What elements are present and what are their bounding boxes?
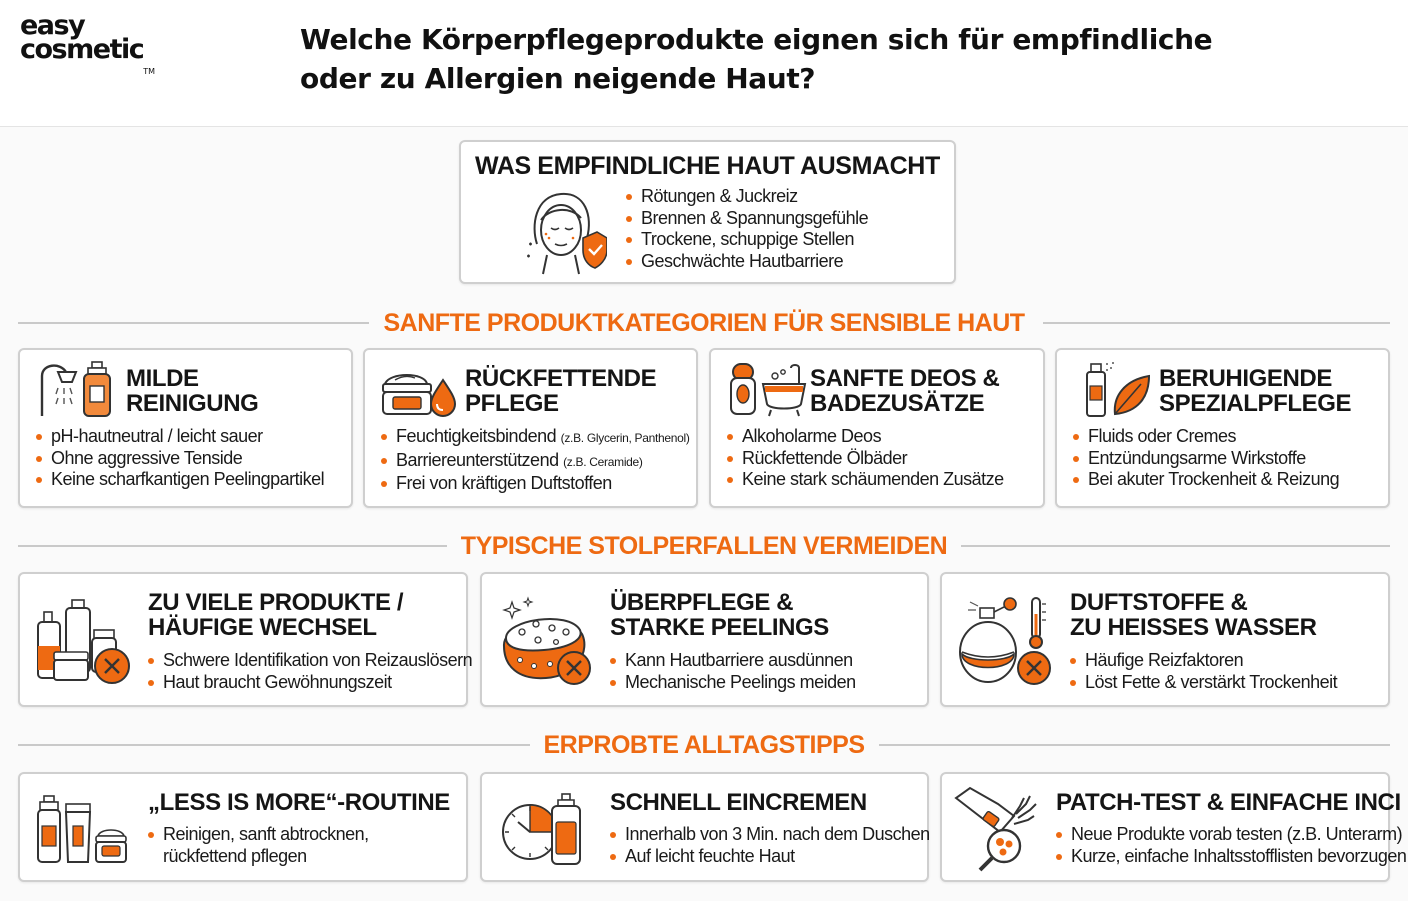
pitfall-card-title [610, 590, 829, 640]
section-pitfalls-text: TYPISCHE STOLPERFALLEN VERMEIDEN [447, 532, 961, 560]
trademark-mark: TM [143, 67, 156, 76]
pitfall-card-overcare-peelings [480, 572, 929, 707]
list-item [727, 426, 1004, 448]
list-item-text: Alkoholarme Deos [742, 426, 882, 446]
title-line: MILDE [126, 365, 199, 392]
list-item [148, 824, 369, 867]
list-item-text: Entzündungsarme Wirkstoffe [1088, 447, 1306, 468]
list-item: Brennen & Spannungsgefühle [626, 208, 868, 230]
category-card-title [126, 366, 258, 416]
list-item-text: Reinigen, sanft abtrocknen, [163, 824, 369, 844]
pitfall-card-fragrance-hot-water [940, 572, 1390, 707]
brand-logo-line1: easy [20, 10, 85, 41]
category-card-title [810, 366, 999, 416]
list-item: Schwere Identifikation von Reizauslösern [148, 650, 472, 672]
list-item-text: Fluids oder Cremes [1088, 426, 1237, 446]
face-with-shield-check-icon [523, 186, 607, 276]
list-item-note: (z.B. Ceramide) [563, 454, 643, 469]
pitfall-card-title [148, 590, 403, 640]
list-item [381, 450, 690, 474]
title-line: STARKE PEELINGS [610, 614, 829, 641]
list-item-text: Keine stark schäumenden Zusätze [742, 469, 1004, 489]
list-item: Geschwächte Hautbarriere [626, 251, 868, 273]
list-item: Rötungen & Juckreiz [626, 186, 868, 208]
scrub-sponge-crossed-icon [498, 594, 598, 688]
list-item [727, 448, 1004, 470]
list-item [1073, 448, 1339, 470]
list-item: Kann Hautbarriere ausdünnen [610, 650, 856, 672]
list-item: Haut braucht Gewöhnungszeit [148, 672, 472, 694]
list-item [36, 469, 324, 491]
title-line: ZU VIELE PRODUKTE / [148, 589, 404, 616]
category-card-title [465, 366, 656, 416]
list-item-text: Keine scharfkantigen Peelingpartikel [51, 469, 325, 489]
category-card-moisturizing-care [363, 348, 698, 508]
arm-patch-test-magnifier-icon [954, 784, 1046, 872]
page-title [300, 20, 1212, 98]
intro-list [626, 186, 868, 272]
section-tips-text: ERPROBTE ALLTAGSTIPPS [530, 731, 879, 759]
tip-card-title: PATCH-TEST & EINFACHE INCI [1056, 789, 1401, 816]
spray-bottle-and-leaf-icon [1085, 360, 1153, 418]
tip-card-patch-test [940, 772, 1407, 882]
intro-card [459, 140, 956, 284]
list-item [1073, 426, 1339, 448]
list-item-text: rückfettend pflegen [163, 845, 307, 866]
section-tips-heading [18, 730, 1390, 760]
page-title-line1: Welche Körperpflegeprodukte eignen sich für empfindliche [300, 23, 1213, 56]
list-item [381, 426, 690, 450]
brand-logo-line2 [20, 34, 156, 76]
pitfall-card-list [148, 650, 472, 693]
list-item [610, 824, 930, 846]
brand-logo-word: cosmetic [20, 34, 144, 65]
category-card-list [381, 426, 690, 495]
list-item-text: Auf leicht feuchte Haut [625, 845, 795, 866]
section-pitfalls-heading [18, 531, 1390, 561]
list-item [1056, 824, 1406, 846]
title-line: HÄUFIGE WECHSEL [148, 614, 377, 641]
list-item-text: Neue Produkte vorab testen (z.B. Unterarm) [1071, 824, 1403, 844]
list-item-text: Feuchtigkeitsbindend [396, 426, 557, 446]
category-card-gentle-deos [709, 348, 1045, 508]
list-item-text: Barriereunterstützend [396, 449, 559, 470]
section-categories-heading [18, 308, 1390, 338]
title-line: DUFTSTOFFE & [1070, 589, 1248, 616]
section-tips-label [18, 730, 1390, 760]
pitfall-card-title [1070, 590, 1317, 640]
list-item-text: Rückfettende Ölbäder [742, 447, 908, 468]
tip-card-list [1056, 824, 1406, 867]
pitfall-card-too-many-products [18, 572, 473, 707]
tip-card-less-is-more [18, 772, 468, 882]
list-item [610, 846, 930, 868]
roll-on-deo-and-bathtub-icon [729, 360, 807, 418]
list-item: Löst Fette & verstärkt Trockenheit [1070, 672, 1337, 694]
list-item-note: (z.B. Glycerin, Panthenol) [560, 431, 690, 445]
title-line: BERUHIGENDE [1159, 365, 1332, 392]
list-item-text: Ohne aggressive Tenside [51, 447, 243, 468]
perfume-and-thermometer-crossed-icon [956, 594, 1056, 688]
many-products-crossed-icon [34, 594, 134, 688]
title-line: SPEZIALPFLEGE [1159, 390, 1352, 417]
pitfall-card-list [1070, 650, 1337, 693]
intro-card-title: WAS EMPFINDLICHE HAUT AUSMACHT [475, 152, 940, 180]
list-item-text: Bei akuter Trockenheit & Reizung [1088, 469, 1340, 489]
list-item-text: pH-hautneutral / leicht sauer [51, 426, 263, 446]
list-item [381, 473, 690, 495]
page-title-line2: oder zu Allergien neigende Haut? [300, 62, 816, 95]
list-item-text: Kurze, einfache Inhaltsstofflisten bevorzugen [1071, 845, 1407, 866]
brand-logo [20, 10, 156, 76]
title-line: BADEZUSÄTZE [810, 390, 985, 417]
title-line: ZU HEISSES WASSER [1070, 614, 1317, 641]
shower-and-soap-bottle-icon [36, 360, 116, 418]
list-item [727, 469, 1004, 491]
list-item: Mechanische Peelings meiden [610, 672, 856, 694]
cream-jar-and-drop-icon [381, 366, 457, 418]
list-item-text: Innerhalb von 3 Min. nach dem Duschen [625, 824, 930, 844]
list-item: Trockene, schuppige Stellen [626, 229, 868, 251]
list-item [1073, 469, 1339, 491]
title-line: PFLEGE [465, 390, 559, 417]
minimal-routine-products-icon [36, 792, 132, 864]
title-line: REINIGUNG [126, 390, 259, 417]
tip-card-title: „LESS IS MORE“-ROUTINE [148, 789, 450, 816]
tip-card-quick-moisturize [480, 772, 929, 882]
category-card-list [1073, 426, 1339, 491]
category-card-soothing-care [1055, 348, 1390, 508]
category-card-mild-cleansing [18, 348, 353, 508]
list-item: Häufige Reizfaktoren [1070, 650, 1337, 672]
list-item [1056, 846, 1406, 868]
category-card-list [36, 426, 324, 491]
section-categories-label [18, 308, 1390, 338]
title-line: ÜBERPFLEGE & [610, 589, 794, 616]
section-categories-text: SANFTE PRODUKTKATEGORIEN FÜR SENSIBLE HAUT [369, 309, 1038, 337]
tip-card-list [148, 824, 369, 867]
tip-card-list [610, 824, 930, 867]
title-line: SANFTE DEOS & [810, 365, 1000, 392]
list-item [36, 426, 324, 448]
section-pitfalls-label [18, 531, 1390, 561]
tip-card-title: SCHNELL EINCREMEN [610, 789, 867, 816]
category-card-title [1159, 366, 1351, 416]
timer-and-lotion-icon [500, 792, 586, 866]
category-card-list [727, 426, 1004, 491]
pitfall-card-list [610, 650, 856, 693]
list-item-text: Frei von kräftigen Duftstoffen [396, 473, 612, 493]
title-line: RÜCKFETTENDE [465, 365, 657, 392]
list-item [36, 448, 324, 470]
